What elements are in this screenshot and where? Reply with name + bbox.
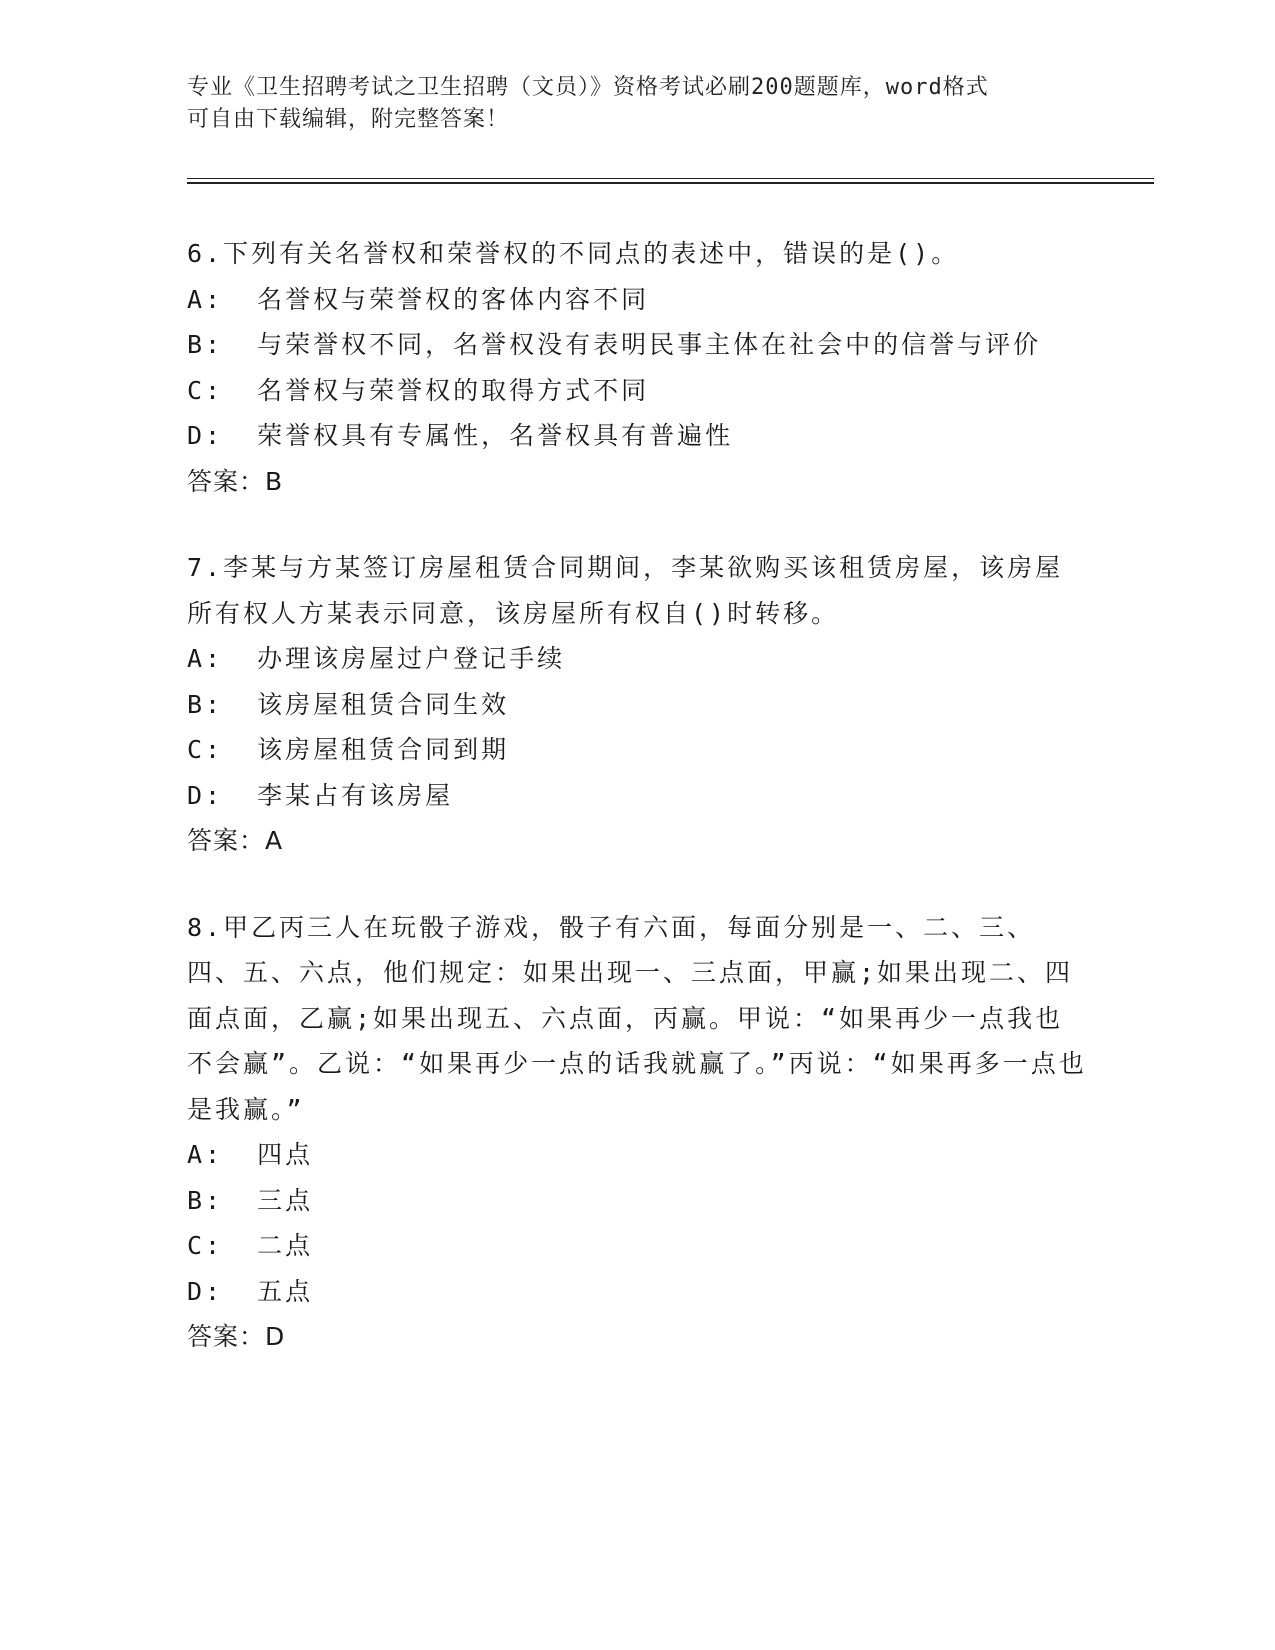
option-letter: B: — [187, 1185, 224, 1215]
option-text: 四点 — [257, 1140, 314, 1169]
option-text: 名誉权与荣誉权的客体内容不同 — [257, 284, 650, 314]
option-letter: C: — [187, 735, 224, 764]
header-line-1: 专业《卫生招聘考试之卫生招聘（文员）》资格考试必刷200题题库，word格式 — [187, 75, 989, 100]
option-letter: D: — [187, 421, 224, 450]
option-a — [187, 277, 1087, 323]
option-text: 名誉权与荣誉权的取得方式不同 — [257, 375, 650, 405]
option-text: 与荣誉权不同，名誉权没有表明民事主体在社会中的信誉与评价 — [257, 330, 1042, 359]
option-b — [187, 1178, 1087, 1224]
option-letter: B: — [187, 689, 224, 719]
question-list — [187, 231, 1087, 1401]
question-text: 6.下列有关名誉权和荣誉权的不同点的表述中，错误的是()。 — [187, 239, 960, 268]
option-text: 办理该房屋过户登记手续 — [257, 644, 566, 673]
option-text: 三点 — [257, 1185, 314, 1215]
option-text: 二点 — [257, 1231, 314, 1260]
option-letter: C: — [187, 375, 224, 405]
option-d — [187, 1269, 1087, 1315]
option-letter: D: — [187, 1276, 224, 1306]
question-text: 7.李某与方某签订房屋租赁合同期间，李某欲购买该租赁房屋，该房屋所有权人方某表示同意，该房屋所有权自()时转移。 — [187, 553, 1064, 628]
option-b — [187, 682, 1087, 728]
option-letter: B: — [187, 330, 224, 359]
document-header — [187, 72, 1087, 136]
option-b — [187, 322, 1087, 368]
option-c — [187, 727, 1087, 773]
option-text: 该房屋租赁合同生效 — [257, 689, 510, 719]
option-letter: C: — [187, 1231, 224, 1260]
option-a — [187, 636, 1087, 682]
option-text: 该房屋租赁合同到期 — [257, 735, 510, 764]
header-line-2: 可自由下载编辑，附完整答案！ — [187, 107, 510, 132]
answer: 答案：A — [187, 826, 284, 855]
header-divider-thin — [187, 178, 1154, 179]
option-letter: A: — [187, 1140, 224, 1169]
question-8 — [187, 905, 1087, 1360]
option-letter: D: — [187, 780, 224, 810]
option-text: 李某占有该房屋 — [257, 780, 454, 810]
option-letter: A: — [187, 284, 224, 314]
option-d — [187, 773, 1087, 819]
question-6 — [187, 231, 1087, 504]
option-c — [187, 1223, 1087, 1269]
option-c — [187, 368, 1087, 414]
option-d — [187, 413, 1087, 459]
option-letter: A: — [187, 644, 224, 673]
option-text: 五点 — [257, 1276, 314, 1306]
question-text: 8.甲乙丙三人在玩骰子游戏，骰子有六面，每面分别是一、二、三、四、五、六点，他们规定：如果出现一、三点面，甲赢;如果出现二、四面点面，乙赢;如果出现五、六点面，丙赢。甲说：“如果再少一点我也不会赢”。乙说：“如果再少一点的话我就赢了。”丙说：“如果再多一点也是我赢。” — [187, 912, 1087, 1124]
header-divider-thick — [187, 182, 1154, 184]
answer: 答案：D — [187, 1322, 286, 1351]
option-a — [187, 1132, 1087, 1178]
option-text: 荣誉权具有专属性，名誉权具有普遍性 — [257, 421, 734, 450]
answer: 答案：B — [187, 466, 284, 496]
question-7 — [187, 545, 1087, 864]
